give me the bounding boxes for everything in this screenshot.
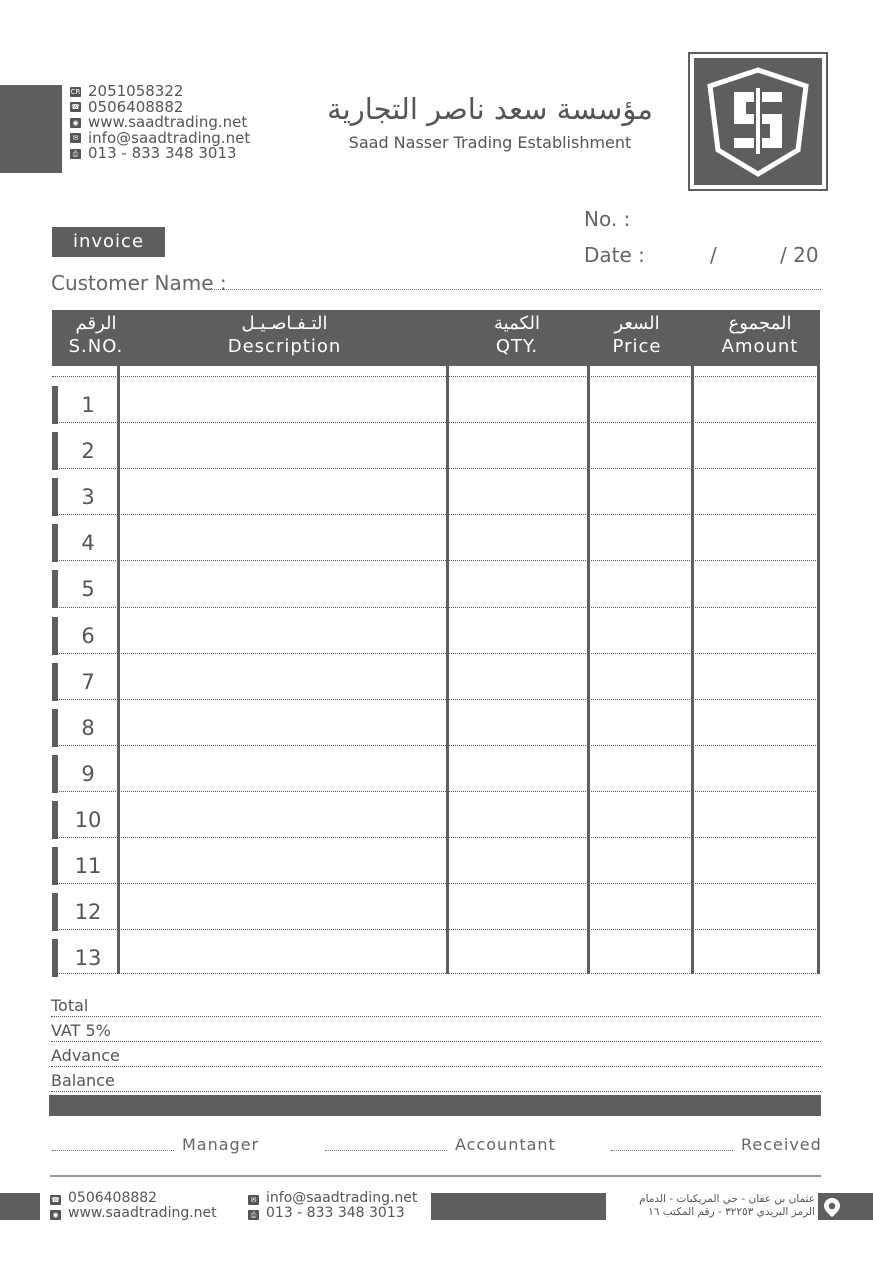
summary-advance-field[interactable]: [51, 1066, 821, 1067]
globe-icon: ◉: [70, 118, 81, 128]
table-row-number: 8: [52, 709, 118, 747]
fax-icon: ⎙: [70, 149, 81, 159]
signature-manager[interactable]: [52, 1135, 259, 1154]
table-row-number: 11: [52, 847, 118, 885]
customer-name-label: Customer Name :: [51, 271, 227, 295]
invoice-label: invoice: [52, 227, 165, 257]
footer-address: [610, 1193, 815, 1219]
summary-vat-field[interactable]: [51, 1041, 821, 1042]
footer-email: info@saadtrading.net: [266, 1190, 418, 1206]
received-label: Received: [741, 1135, 822, 1154]
col-header-description: التـفـاصـيـل Description: [227, 313, 342, 357]
invoice-date-label: Date :: [584, 243, 645, 267]
address-line-1: عثمان بن عفان - حي المريكبات - الدمام: [639, 1193, 815, 1205]
customer-name-field[interactable]: [208, 289, 821, 290]
col-header-sno: الرقم S.NO.: [68, 313, 124, 357]
footer-phone: 0506408882: [68, 1190, 158, 1206]
col-header-price: السعر Price: [612, 313, 662, 357]
col-header-qty: الكمية QTY.: [494, 313, 540, 357]
shield-logo-icon: [694, 58, 822, 185]
col-divider-1: [117, 366, 120, 974]
header-email: info@saadtrading.net: [88, 128, 251, 147]
footer-contact-2: [248, 1191, 417, 1221]
date-separator-2: / 20: [780, 243, 819, 267]
table-row-number: 10: [52, 801, 118, 839]
manager-label: Manager: [182, 1135, 260, 1154]
col-divider-3: [587, 366, 590, 974]
col-divider-4: [691, 366, 694, 974]
table-row-number: 3: [52, 478, 118, 516]
row-divider: [52, 699, 820, 700]
footer-band-left: [0, 1193, 40, 1220]
summary-advance-label: Advance: [51, 1046, 120, 1065]
signature-line-accountant[interactable]: [325, 1140, 447, 1151]
signature-line-manager[interactable]: [52, 1140, 174, 1151]
invoice-number-label: No. :: [584, 207, 631, 231]
header-contact-block: [70, 84, 250, 162]
row-divider: [52, 745, 820, 746]
signature-line-received[interactable]: [611, 1140, 733, 1151]
summary-total-label: Total: [51, 996, 89, 1015]
col-divider-2: [446, 366, 449, 974]
row-divider: [52, 791, 820, 792]
cr-icon: CR: [70, 87, 81, 96]
header-fax: 013 - 833 348 3013: [88, 144, 237, 162]
address-line-2: الرمز البريدي ٣٢٢٥٣ - رقم المكتب ١٦: [648, 1206, 815, 1218]
header-phone: 0506408882: [88, 97, 184, 116]
footer-divider: [50, 1175, 821, 1177]
phone-icon: ☎: [71, 103, 80, 112]
table-row-number: 9: [52, 755, 118, 793]
row-divider: [52, 883, 820, 884]
col-header-amount: المجموع Amount: [721, 313, 799, 357]
summary-balance-label: Balance: [51, 1071, 115, 1090]
summary-balance-field[interactable]: [51, 1091, 821, 1092]
header-website: www.saadtrading.net: [88, 113, 248, 131]
summary-vat-label: VAT 5%: [51, 1021, 111, 1040]
signature-accountant[interactable]: [325, 1135, 556, 1154]
table-row-number: 6: [52, 617, 118, 655]
footer-band-middle: [431, 1193, 606, 1220]
footer-fax: 013 - 833 348 3013: [266, 1205, 405, 1221]
table-row-number: 5: [52, 570, 118, 608]
date-separator-1: /: [710, 243, 717, 267]
footer-phone-icon: ☎: [51, 1196, 60, 1204]
footer-globe-icon: ◉: [50, 1210, 61, 1220]
table-header: [52, 310, 820, 366]
row-divider: [52, 468, 820, 469]
footer-mail-icon: ✉: [248, 1195, 259, 1205]
table-row-number: 12: [52, 893, 118, 931]
signature-received[interactable]: [611, 1135, 822, 1154]
row-divider: [52, 422, 820, 423]
footer-band-right: [818, 1193, 873, 1220]
location-pin-icon: [821, 1196, 843, 1218]
table-row-number: 4: [52, 524, 118, 562]
row-divider: [52, 929, 820, 930]
table-bottom-line: [52, 973, 820, 974]
company-name-english: Saad Nasser Trading Establishment: [348, 133, 632, 152]
table-row-number: 2: [52, 432, 118, 470]
table-row-number: 1: [52, 386, 118, 424]
summary-total-field[interactable]: [51, 1016, 821, 1017]
company-name-arabic: مؤسسة سعد ناصر التجارية: [327, 92, 653, 126]
company-logo: [694, 58, 822, 185]
row-divider: [52, 376, 820, 377]
row-divider: [52, 607, 820, 608]
table-row-number: 7: [52, 663, 118, 701]
row-divider: [52, 837, 820, 838]
row-divider: [52, 514, 820, 515]
row-divider: [52, 653, 820, 654]
mail-icon: ✉: [70, 133, 81, 143]
col-divider-right: [817, 366, 820, 974]
footer-fax-icon: ⎙: [248, 1210, 259, 1220]
summary-bar: [49, 1095, 821, 1116]
accountant-label: Accountant: [455, 1135, 556, 1154]
row-divider: [52, 560, 820, 561]
footer-contact-1: [50, 1191, 217, 1221]
table-row-number: 13: [52, 939, 118, 977]
cr-number: 2051058322: [88, 82, 184, 100]
header-band-left: [0, 85, 62, 173]
footer-website: www.saadtrading.net: [68, 1205, 217, 1221]
